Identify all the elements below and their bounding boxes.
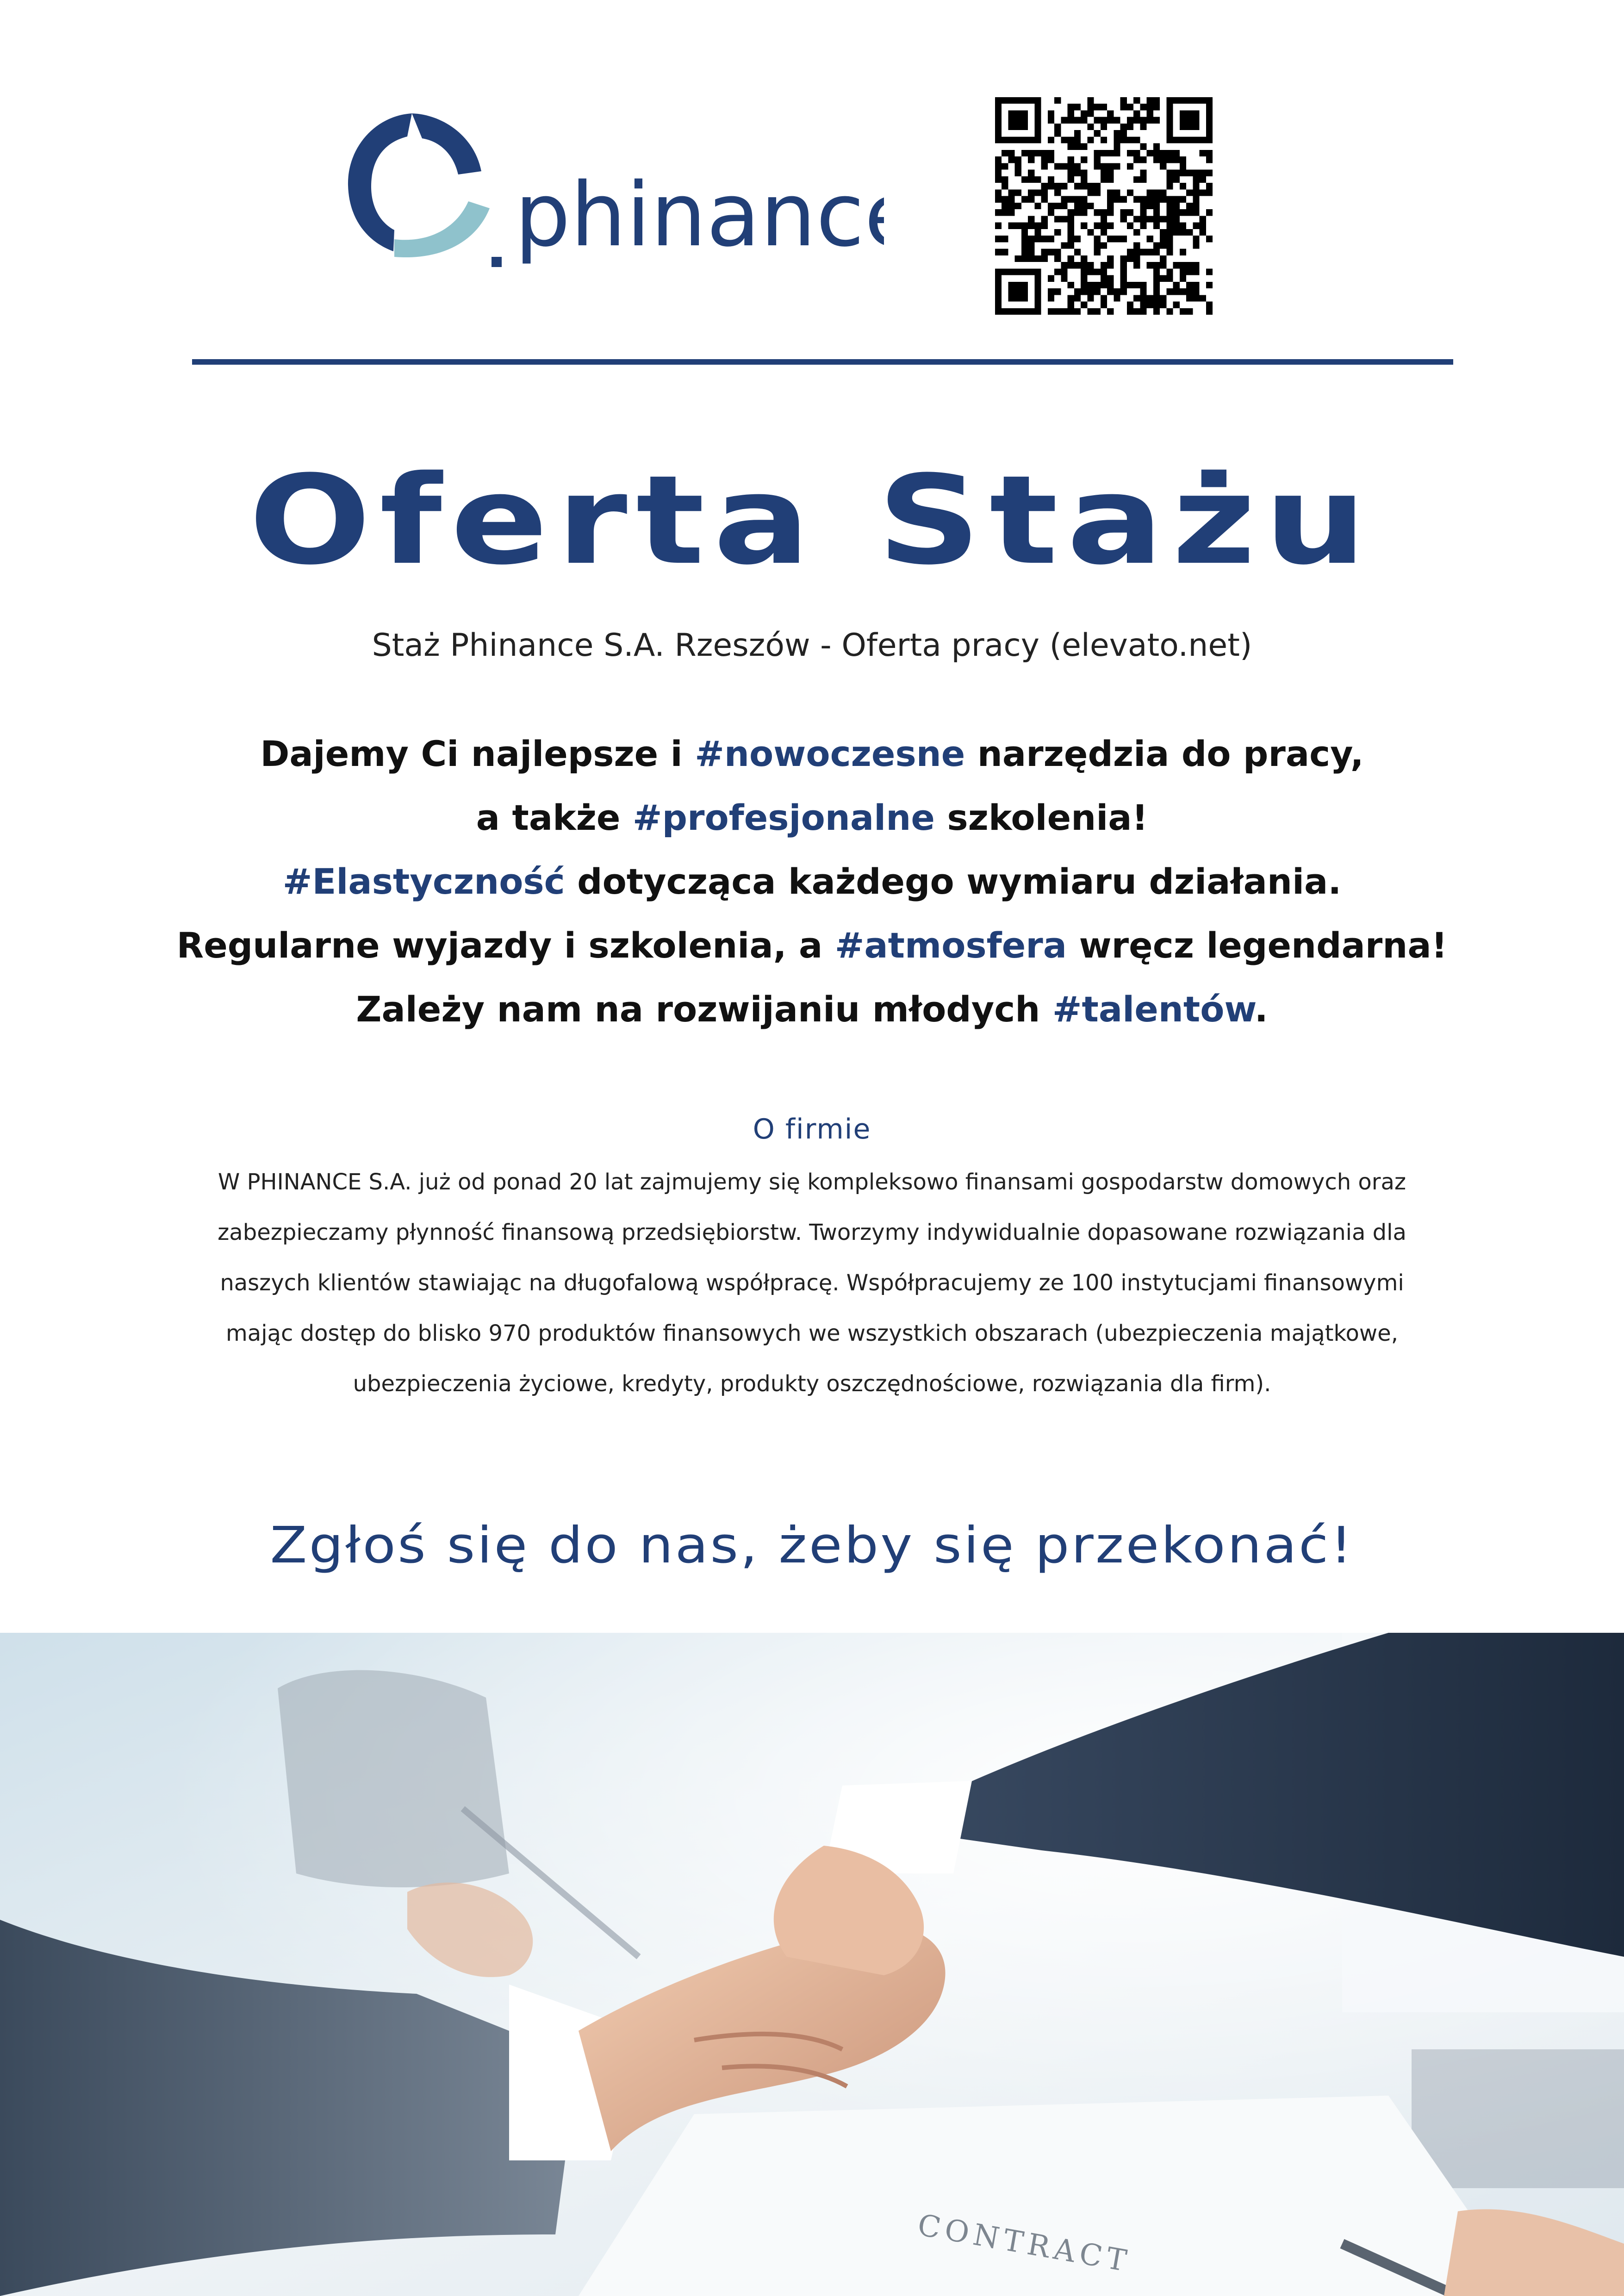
about-line: ubezpieczenia życiowe, kredyty, produkty oszczędnościowe, rozwiązania dla firm). — [353, 1371, 1271, 1397]
about-line: W PHINANCE S.A. już od ponad 20 lat zajmujemy się kompleksowo finansami gospodarstw domowych oraz — [218, 1169, 1406, 1195]
about-line: mając dostęp do blisko 970 produktów finansowych we wszystkich obszarach (ubezpieczenia majątkowe, — [226, 1320, 1398, 1346]
pitch-text: Regularne wyjazdy i szkolenia, a — [176, 925, 835, 966]
pitch-text: a także — [476, 797, 633, 838]
pitch-text: dotycząca każdego wymiaru działania. — [565, 861, 1342, 902]
about-heading: O firmie — [753, 1113, 871, 1145]
qr-code[interactable] — [995, 97, 1213, 315]
hashtag: #profesjonalne — [632, 797, 935, 838]
hashtag: #nowoczesne — [695, 733, 965, 774]
pitch-line-5 — [0, 977, 1624, 1041]
about-paragraph — [139, 1157, 1485, 1409]
company-logo — [342, 104, 884, 280]
pitch-line-4 — [0, 914, 1624, 977]
page-subtitle: Staż Phinance S.A. Rzeszów - Oferta pracy (elevato.net) — [372, 627, 1252, 664]
pitch-line-3 — [0, 850, 1624, 914]
qr-code-graphic — [995, 97, 1213, 315]
pitch-text: szkolenia! — [934, 797, 1148, 838]
pitch-text: Zależy nam na rozwijaniu młodych — [356, 989, 1052, 1030]
pitch-line-1 — [0, 722, 1624, 786]
hashtag: #talentów — [1052, 989, 1255, 1030]
call-to-action: Zgłoś się do nas, żeby się przekonać! — [270, 1517, 1354, 1574]
pitch-text: . — [1254, 989, 1268, 1030]
pitch-text: narzędzia do pracy, — [965, 733, 1364, 774]
header-divider — [192, 359, 1453, 365]
hashtag: #atmosfera — [834, 925, 1067, 966]
handshake-illustration — [0, 1633, 1624, 2296]
pitch-text: Dajemy Ci najlepsze i — [260, 733, 695, 774]
handshake-photo — [0, 1633, 1624, 2296]
page-title: Oferta Stażu — [249, 449, 1375, 592]
pitch-block — [0, 722, 1624, 1041]
logo-wordmark: phinance — [515, 164, 884, 266]
hashtag: #Elastyczność — [282, 861, 565, 902]
pitch-line-2 — [0, 786, 1624, 850]
about-line: naszych klientów stawiając na długofalową współpracę. Współpracujemy ze 100 instytucjami finansowymi — [220, 1270, 1404, 1296]
about-line: zabezpieczamy płynność finansową przedsiębiorstw. Tworzymy indywidualnie dopasowane rozwiązania dla — [218, 1220, 1406, 1245]
phinance-logo-mark — [342, 104, 884, 280]
pitch-text: wręcz legendarna! — [1067, 925, 1448, 966]
contract-label: CONTRACT — [915, 2208, 1134, 2279]
